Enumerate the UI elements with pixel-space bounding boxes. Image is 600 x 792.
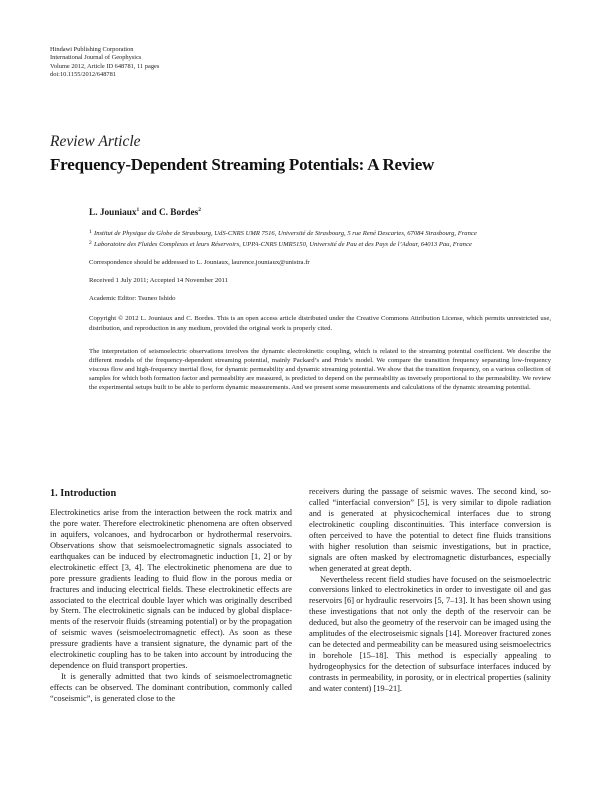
article-type: Review Article [50, 133, 141, 150]
journal-header [50, 46, 159, 80]
author-connector: and [139, 208, 159, 218]
copyright-notice: Copyright © 2012 L. Jouniaux and C. Bordes. This is an open access article distributed under the Creative Commons Attribution License, which permits unrestricted use, distribution, and reproduction in any medium, provided the original work is properly cited. [89, 315, 551, 332]
affiliation-text: Laboratoire des Fluides Complexes et leurs Réservoirs, UPPA-CNRS UMR5150, Université de Pau et des Pays de l’Adour, 64013 Pau, France [94, 241, 472, 249]
body-paragraph: Electrokinetics arise from the interaction between the rock matrix and the pore water. Therefore electrokinetic phenomena are often observed in aquifers, volcanoes, and hydrocarbon or hydrothermal reservoirs. Observations show that seismoelectromagnetic signals associated to earthquakes can be induced by electromagnetic induction [1, 2] or by electrokinetic effect [3, 4]. The electrokinetic phenomena are due to pore pressure gradients leading to fluid flow in the porous media or fractures and inducing electrical fields. These electrokinetic effects are associated to the electrical double layer which was originally described by Stern. The electrokinetic signals can be induced by global displacements of the reservoir fluids (streaming potential) or by the propagation of seismic waves (seismoelectromagnetic effect). As soon as these pressure gradients have a transient signature, the dynamic part of the electrokinetic coupling has to be taken into account by introducing the dependence on fluid transport properties. [50, 508, 292, 671]
doi-line: doi:10.1155/2012/648781 [50, 71, 116, 79]
body-paragraph: receivers during the passage of seismic waves. The second kind, so-called “interfacial conversion” [5], is very similar to dipole radiation and is generated at physicochemical interfaces due to strong electrokinetic coupling discontinuities. This interface conversion is often perceived to have the potential to detect fine fluids transitions with higher resolution than seismic investigations, but in practice, signals are often masked by electromagnetic disturbances, especially when generated at great depth. [309, 487, 551, 573]
body-column-left [50, 488, 292, 705]
received-dates: Received 1 July 2011; Accepted 14 November 2011 [89, 277, 228, 285]
volume-line: Volume 2012, Article ID 648781, 11 pages [50, 62, 160, 70]
author-name: C. Bordes [158, 208, 199, 218]
publisher-line: Hindawi Publishing Corporation [50, 46, 134, 53]
academic-editor: Academic Editor: Tsuneo Ishido [89, 295, 176, 303]
section-heading: 1. Introduction [50, 488, 117, 499]
affiliation-text: Institut de Physique du Globe de Strasbourg, UdS-CNRS UMR 7516, Université de Strasbourg, 5 rue René Descartes, 67084 Strasbourg, France [94, 230, 477, 237]
body-paragraph: Nevertheless recent field studies have focused on the seismoelectric conversions linked to electrokinetics in order to investigate oil and gas reservoirs [6] or hydraulic reservoirs [5, 7–13]. It has been shown using these investigations that not only the depth of the reservoir can be deduced, but also the geometry of the reservoir can be imaged using the amplitudes of the electroseismic signals [14]. Moreover fractured zones can be detected and permeability can be measured using seismoelectrics in borehole [15–18]. This method is especially appealing to hydrogeophysics for the detection of subsurface interfaces induced by contrasts in permeability, in porosity, or in electrical properties (salinity and water content) [19–21]. [309, 574, 551, 693]
author-list [89, 208, 551, 218]
body-column-right [309, 487, 551, 695]
author-name: L. Jouniaux [89, 208, 137, 218]
correspondence-note: Correspondence should be addressed to L. Jouniaux, laurence.jouniaux@unistra.fr [89, 259, 310, 267]
affiliation: 2 Laboratoire des Fluides Complexes et leurs Réservoirs, UPPA-CNRS UMR5150, Université de Pau et des Pays de l’Adour, 64013 Pau, France [89, 240, 472, 249]
author-affiliation-mark: 2 [198, 206, 201, 213]
front-matter [89, 208, 551, 392]
author-affiliation-mark: 1 [136, 206, 140, 213]
affiliation: 1 Institut de Physique du Globe de Strasbourg, UdS-CNRS UMR 7516, Université de Strasbourg, 5 rue René Descartes, 67084 Strasbourg, France [89, 229, 477, 237]
abstract: The interpretation of seismoelectric observations involves the dynamic electrokinetic coupling, which is related to the streaming potential coefficient. We describe the different models of the frequency-dependent streaming potential, mainly Packard’s and Pride’s model. We compare the transition frequency separating low-frequency viscous flow and high-frequency inertial flow, for dynamic permeability and dynamic streaming potential. We show that the transition frequency, on a various collection of samples for which both formation factor and permeability are measured, is predicted to depend on the permeability as inversely proportional to the permeability. We review the experimental setups built to be able to perform dynamic measurements. And we present some measurements and calculations of the dynamic streaming potential. [89, 347, 551, 391]
journal-name-line: International Journal of Geophysics [50, 54, 142, 62]
body-paragraph: It is generally admitted that two kinds of seismoelectromagnetic effects can be observed. The dominant contribution, commonly called “coseismic”, is generated close to the [50, 672, 292, 703]
article-title: Frequency-Dependent Streaming Potentials: A Review [50, 155, 435, 174]
